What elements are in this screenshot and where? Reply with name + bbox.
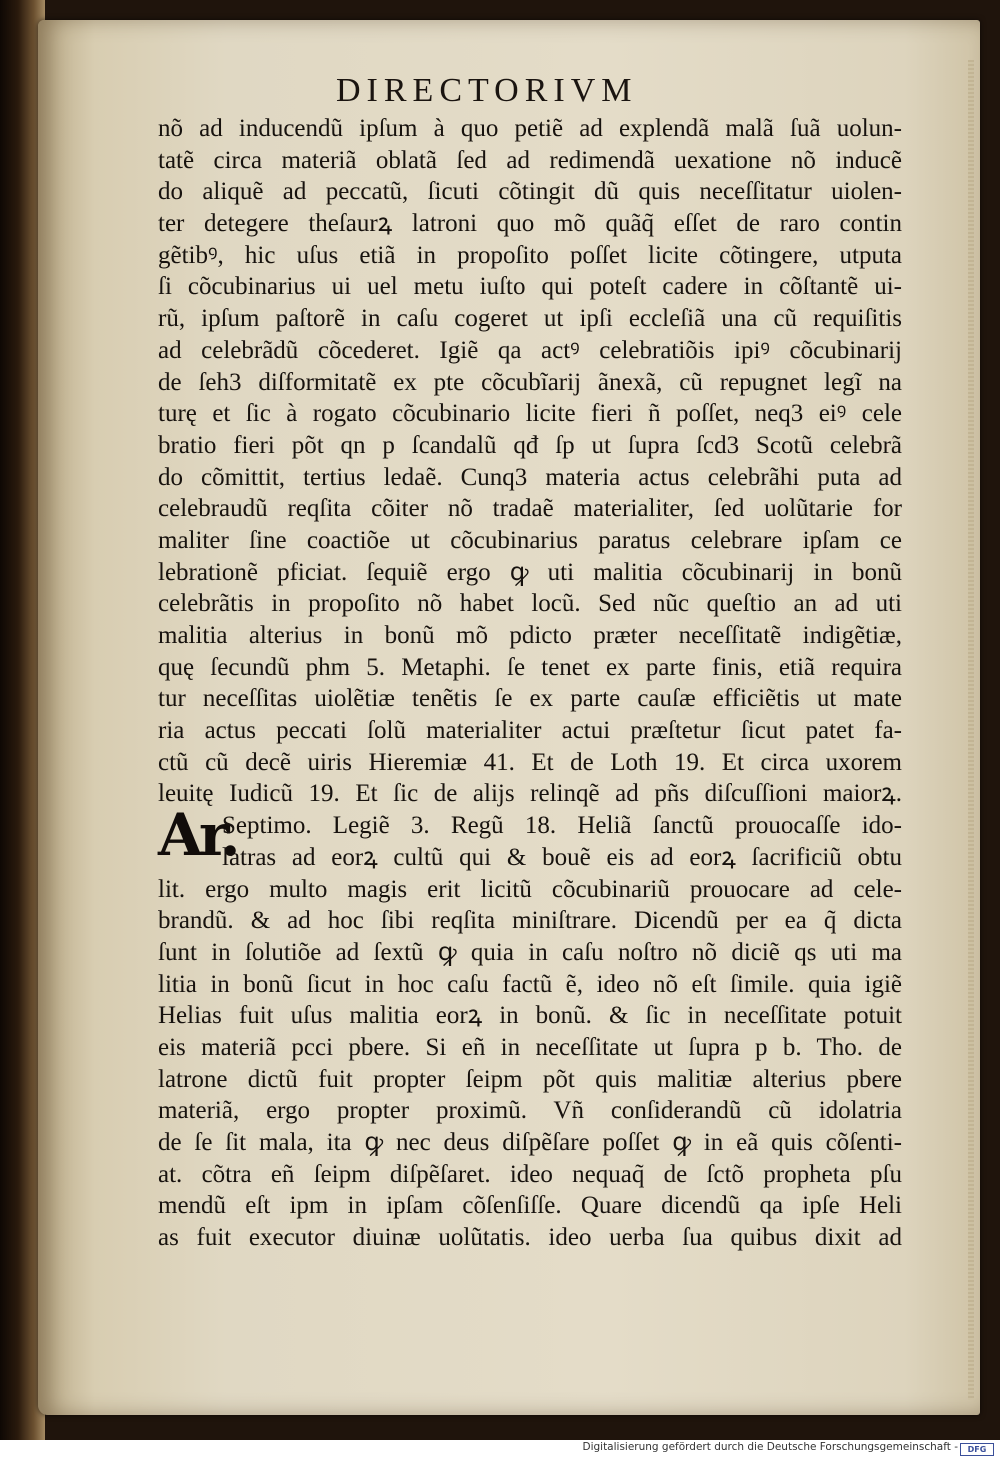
text-line: ſunt in ſolutiõe ad ſextũ ꝙ quia in caſu noſtro nõ diciẽ qs uti ma — [158, 938, 902, 966]
text-line: celebraudũ reqſita cõiter nõ tradaẽ materialiter, ſed uolũtarie for — [158, 495, 902, 523]
text-line: Helias fuit uſus malitia eorꝝ in bonũ. & ſic in neceſſitate potuit — [158, 1002, 902, 1030]
initial-letter: Ar. — [158, 801, 237, 869]
footer-credit: Digitalisierung gefördert durch die Deutsche Forschungsgemeinschaft - — [582, 1441, 958, 1453]
text-line: ctũ cũ decẽ uiris Hieremiæ 41. Et de Loth 19. Et circa uxorem — [158, 748, 902, 776]
text-line: lit. ergo multo magis erit licitũ cõcubinariũ prouocare ad cele- — [158, 875, 902, 903]
text-line: litia in bonũ ſicut in hoc caſu factũ ẽ, ideo nõ eſt ſimile. quia igiẽ — [158, 970, 902, 998]
text-line: turę et ſic à rogato cõcubinario licite fieri ñ poſſet, neq3 eiꝰ cele — [158, 400, 902, 428]
text-line: gẽtibꝰ, hic uſus etiã in propoſito poſſet licite cõtingere, utputa — [158, 241, 902, 269]
running-head: DIRECTORIVM — [336, 72, 638, 109]
text-line: Septimo. Legiẽ 3. Regũ 18. Heliã ſanctũ prouocaſſe ido- — [222, 812, 902, 840]
text-line: do cõmittit, tertius ledaẽ. Cunq3 materia actus celebrãhi puta ad — [158, 463, 902, 491]
text-line: rũ, ipſum paſtorẽ in caſu cogeret ut ipſi eccleſiã una cũ requiſitis — [158, 305, 902, 333]
digitization-footer — [0, 1440, 1000, 1457]
text-line: tatẽ circa materiã oblatã ſed ad redimendã uexatione nõ inducẽ — [158, 146, 902, 174]
text-line: latrone dictũ fuit propter ſeipm põt quis malitiæ alterius pbere — [158, 1065, 902, 1093]
text-line: as fuit executor diuinæ uolũtatis. ideo uerba ſua quibus dixit ad — [158, 1224, 902, 1252]
text-line: bratio fieri põt qn p ſcandalũ qđ ſp ut ſupra ſcd3 Scotũ celebrã — [158, 431, 902, 459]
text-line: leuitę Iudicũ 19. Et ſic de alijs relinqẽ ad pñs diſcuſſioni maiorꝝ. — [158, 780, 902, 808]
text-line: de ſe ſit mala, ita ꝙ nec deus diſpẽſare poſſet ꝙ in eã quis cõſenti- — [158, 1129, 902, 1156]
text-line: quę ſecundũ phm 5. Metaphi. ſe tenet ex parte finis, etiã requira — [158, 653, 902, 681]
text-line: mendũ eſt ipm in ipſam cõſenſiſſe. Quare dicendũ qa ipſe Heli — [158, 1192, 902, 1220]
text-line: nõ ad inducendũ ipſum à quo petiẽ ad explendã malã ſuã uolun- — [158, 115, 902, 142]
text-line: ria actus peccati ſolũ materialiter actui præſtetur ſicut patet fa- — [158, 717, 902, 745]
text-line: ſi cõcubinarius ui uel metu iuſto qui poteſt cadere in cõſtantẽ ui- — [158, 273, 902, 301]
dfg-logo: DFG — [960, 1443, 994, 1456]
text-line: do aliquẽ ad peccatũ, ſicuti cõtingit dũ quis neceſſitatur uiolen- — [158, 178, 902, 206]
text-line: maliter ſine coactiõe ut cõcubinarius paratus celebrare ipſam ce — [158, 526, 902, 554]
text-line: at. cõtra eñ ſeipm diſpẽſaret. ideo nequaq̃ de ſctõ propheta pſu — [158, 1160, 902, 1188]
text-line: brandũ. & ad hoc ſibi reqſita miniſtrare. Dicendũ per ea q̃ dicta — [158, 907, 902, 935]
text-line: malitia alterius in bonũ mõ pdicto præter neceſſitatẽ indigẽtiæ, — [158, 622, 902, 649]
text-line: celebrãtis in propoſito nõ habet locũ. Sed nũc queſtio an ad uti — [158, 590, 902, 618]
text-block — [158, 113, 902, 1254]
text-line: ad celebrãdũ cõcederet. Igiẽ qa actꝰ celebratiõis ipiꝰ cõcubinarij — [158, 336, 902, 364]
text-line: materiã, ergo propter proximũ. Vñ conſiderandũ cũ idolatria — [158, 1097, 902, 1125]
text-line: ter detegere theſaurꝝ latroni quo mõ quãq̃ eſſet de raro contin — [158, 210, 902, 238]
text-line: tur neceſſitas uiolẽtiæ tenẽtis ſe ex parte cauſæ efficiẽtis ut mate — [158, 685, 902, 713]
text-line: latras ad eorꝝ cultũ qui & bouẽ eis ad eorꝝ ſacrificiũ obtu — [222, 843, 902, 871]
page-edge — [968, 60, 974, 1400]
text-line: lebrationẽ pficiat. ſequiẽ ergo ꝙ uti malitia cõcubinarij in bonũ — [158, 558, 902, 586]
text-line: de ſeh3 diſformitatẽ ex pte cõcubĩarij ãnexã, cũ repugnet legĩ na — [158, 368, 902, 396]
text-line: eis materiã pcci pbere. Si eñ in neceſſitate ut ſupra p b. Tho. de — [158, 1033, 902, 1061]
